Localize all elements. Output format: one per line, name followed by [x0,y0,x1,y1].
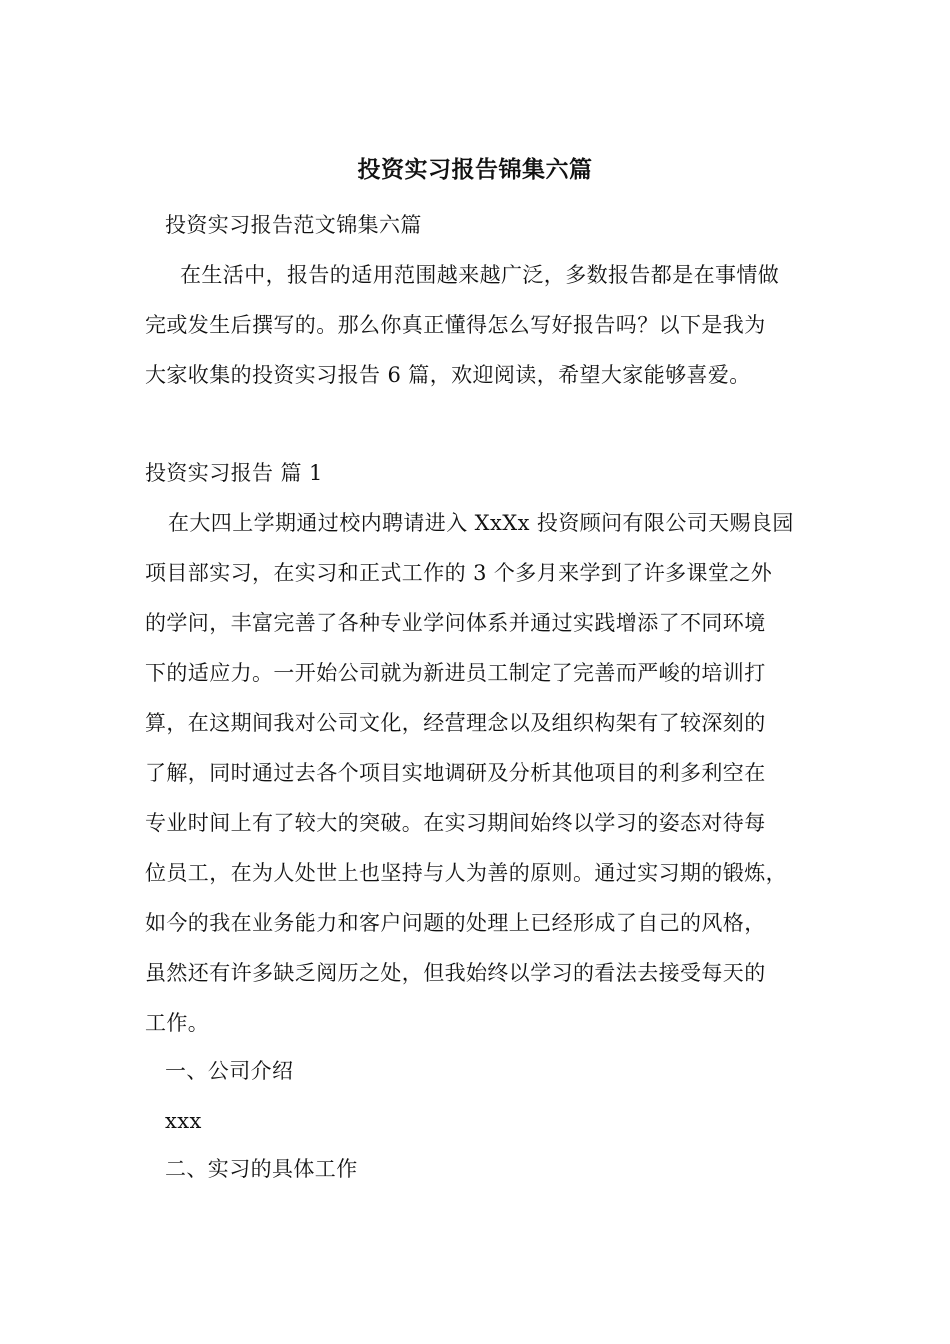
body-line: 算，在这期间我对公司文化，经营理念以及组织构架有了较深刻的 [145,711,766,735]
section-item-company-intro: 一、公司介绍 [165,1059,294,1083]
body-line: 虽然还有许多缺乏阅历之处，但我始终以学习的看法去接受每天的 [145,961,766,985]
body-line: 专业时间上有了较大的突破。在实习期间始终以学习的姿态对待每 [145,811,766,835]
body-line: 如今的我在业务能力和客户问题的处理上已经形成了自己的风格， [145,911,766,935]
body-line: 下的适应力。一开始公司就为新进员工制定了完善而严峻的培训打 [145,661,766,685]
intro-line: 完或发生后撰写的。那么你真正懂得怎么写好报告吗？以下是我为 [145,313,766,337]
body-line: 工作。 [145,1011,210,1035]
document-subtitle: 投资实习报告范文锦集六篇 [165,213,422,237]
body-line: 位员工，在为人处世上也坚持与人为善的原则。通过实习期的锻炼， [145,861,787,885]
body-line: 了解，同时通过去各个项目实地调研及分析其他项目的利多利空在 [145,761,766,785]
intro-line: 大家收集的投资实习报告 6 篇，欢迎阅读，希望大家能够喜爱。 [145,363,751,387]
section-item-content: xxx [165,1109,202,1133]
document-title: 投资实习报告锦集六篇 [357,157,593,183]
intro-line: 在生活中，报告的适用范围越来越广泛，多数报告都是在事情做 [180,263,780,287]
section-item-internship-work: 二、实习的具体工作 [165,1157,358,1181]
body-line: 在大四上学期通过校内聘请进入 XxXx 投资顾问有限公司天赐良园 [168,511,794,535]
body-line: 的学问，丰富完善了各种专业学问体系并通过实践增添了不同环境 [145,611,766,635]
body-line: 项目部实习，在实习和正式工作的 3 个多月来学到了许多课堂之外 [145,561,773,585]
section-heading: 投资实习报告 篇 1 [145,461,323,485]
